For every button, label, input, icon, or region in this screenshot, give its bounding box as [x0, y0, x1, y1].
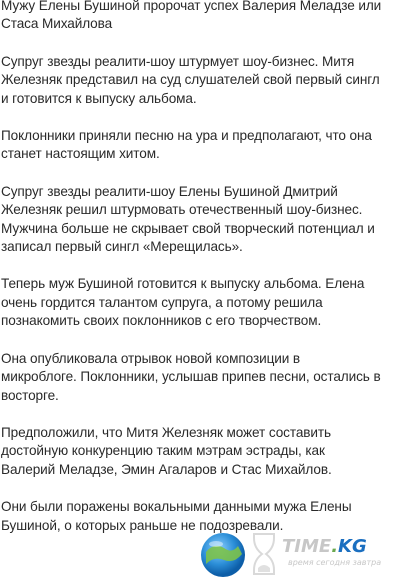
paragraph-line: Мужу Елены Бушиной пророчат успех Валерия Меладзе или [1, 0, 382, 13]
watermark-tagline: время сегодня завтра [288, 558, 382, 567]
paragraph [1, 0, 406, 34]
paragraph-line: микроблоге. Поклонники, услышав припев песни, остались в [1, 369, 381, 385]
watermark-logo [196, 526, 406, 580]
paragraph [1, 350, 406, 405]
paragraph-line: достойную конкуренцию таким мэтрам эстрады, как [1, 443, 325, 459]
paragraph-line: Супруг звезды реалити-шоу штурмует шоу-бизнес. Митя [1, 53, 355, 69]
paragraph-line: Теперь муж Бушиной готовится к выпуску альбома. Елена [1, 276, 365, 292]
paragraph-line: Поклонники приняли песню на ура и предполагают, что она [1, 128, 372, 144]
hourglass-icon [250, 532, 278, 576]
paragraph-line: Супруг звезды реалити-шоу Елены Бушиной Дмитрий [1, 183, 338, 199]
paragraph-line: Предположили, что Митя Железняк может составить [1, 424, 332, 440]
globe-icon [198, 530, 248, 580]
paragraph-line: познакомить своих поклонников с его творчеством. [1, 313, 322, 329]
paragraph-line: и готовится к выпуску альбома. [1, 90, 197, 106]
paragraph-line: Стаса Михайлова [1, 16, 113, 32]
paragraph-line: Железняк решил штурмовать отечественный шоу-бизнес. [1, 202, 363, 218]
watermark-brand: TIME.KG [282, 536, 367, 557]
paragraph-line: очень гордится талантом супруга, а потому решила [1, 294, 323, 310]
paragraph-line: записал первый сингл «Мерещилась». [1, 239, 243, 255]
paragraph [1, 275, 406, 330]
paragraph-line: Они были поражены вокальными данными мужа Елены [1, 499, 352, 515]
paragraph [1, 127, 406, 164]
paragraph-line: Валерий Меладзе, Эмин Агаларов и Стас Михайлов. [1, 461, 332, 477]
paragraph-line: Она опубликовала отрывок новой композиции в [1, 350, 301, 366]
paragraph-line: Мужчина больше не скрывает свой творческий потенциал и [1, 220, 375, 236]
paragraph [1, 53, 406, 108]
paragraph-line: Бушиной, о которых раньше не подозревали. [1, 517, 284, 533]
paragraph [1, 183, 406, 257]
paragraph-line: восторге. [1, 387, 59, 403]
paragraph [1, 424, 406, 479]
paragraph-line: Железняк представил на суд слушателей свой первый сингл [1, 72, 380, 88]
paragraph-line: станет настоящим хитом. [1, 146, 160, 162]
